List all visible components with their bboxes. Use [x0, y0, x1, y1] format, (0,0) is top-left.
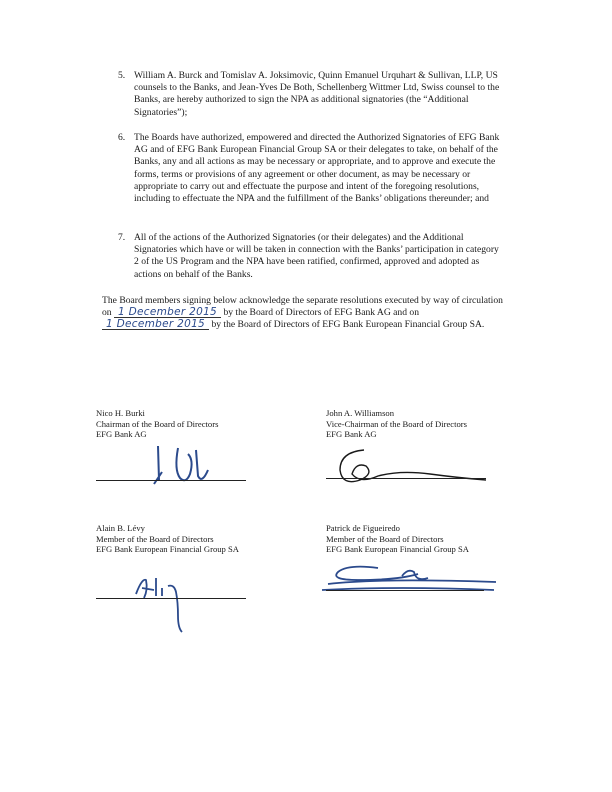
signatory-org: EFG Bank AG: [96, 429, 147, 440]
signature-levy: [132, 572, 202, 634]
acknowledgement-paragraph: [102, 295, 504, 332]
signatory-block-williamson: [326, 408, 467, 440]
ack-mid: by the Board of Directors of EFG Bank AG and on: [223, 307, 420, 319]
signatory-name: Alain B. Lévy: [96, 523, 145, 533]
item-text: The Boards have authorized, empowered and directed the Authorized Signatories of EFG Bank AG and of EFG Bank European Financial Group SA or their delegates to take, on behalf of the Banks, any and all actions as may be necessary or appropriate, and to approve and execute the forms, terms or provisions of any agreement or other document, as may be necessary or appropriate to carry out and effectuate the purpose and intent of the foregoing resolutions, including to effectuate the NPA and the fulfillment of the Banks’ obligations thereunder; and: [134, 132, 500, 205]
signatory-title: Member of the Board of Directors: [96, 533, 214, 544]
signature-burki: [150, 440, 220, 490]
signatory-name: Nico H. Burki: [96, 408, 145, 418]
signatory-name: Patrick de Figueiredo: [326, 523, 400, 533]
resolution-item-5: [118, 70, 503, 119]
signatory-org: EFG Bank AG: [326, 429, 377, 440]
ack-intro: The Board members signing below acknowledge the separate resolutions executed by way of circulation on: [102, 295, 503, 319]
resolution-item-7: [118, 232, 503, 281]
signatory-title: Chairman of the Board of Directors: [96, 418, 219, 429]
signature-figueiredo: [318, 560, 500, 600]
signature-line-levy: [96, 598, 246, 599]
item-number: 7.: [118, 232, 126, 243]
signature-williamson: [330, 440, 490, 490]
handwritten-date-2: 1 December 2015: [102, 319, 209, 330]
signatory-title: Member of the Board of Directors: [326, 533, 444, 544]
signatory-block-figueiredo: [326, 523, 469, 555]
signatory-title: Vice-Chairman of the Board of Directors: [326, 418, 467, 429]
item-number: 5.: [118, 70, 126, 81]
resolution-item-6: [118, 132, 503, 205]
signatory-block-levy: [96, 523, 239, 555]
signature-line-figueiredo: [326, 590, 484, 591]
signatory-org: EFG Bank European Financial Group SA: [326, 544, 469, 555]
signatory-org: EFG Bank European Financial Group SA: [96, 544, 239, 555]
item-number: 6.: [118, 132, 126, 143]
signatory-block-burki: [96, 408, 218, 440]
signature-line-burki: [96, 480, 246, 481]
signatory-name: John A. Williamson: [326, 408, 395, 418]
handwritten-date-1: 1 December 2015: [114, 307, 221, 318]
item-text: All of the actions of the Authorized Signatories (or their delegates) and the Additional Signatories which have or will be taken in connection with the Banks’ participation in category 2 of the US Program and the NPA have been ratified, confirmed, approved and adopted as actions on behalf of the Banks.: [134, 232, 499, 280]
signature-line-williamson: [326, 478, 486, 479]
item-text: William A. Burck and Tomislav A. Joksimovic, Quinn Emanuel Urquhart & Sullivan, LLP, US counsels to the Banks, and Jean-Yves De Both, Schellenberg Wittmer Ltd, Swiss counsel to the Banks, are hereby authorized to sign the NPA as additional signatories (the “Additional Signatories”);: [134, 70, 500, 118]
ack-end: by the Board of Directors of EFG Bank European Financial Group SA.: [211, 319, 485, 331]
